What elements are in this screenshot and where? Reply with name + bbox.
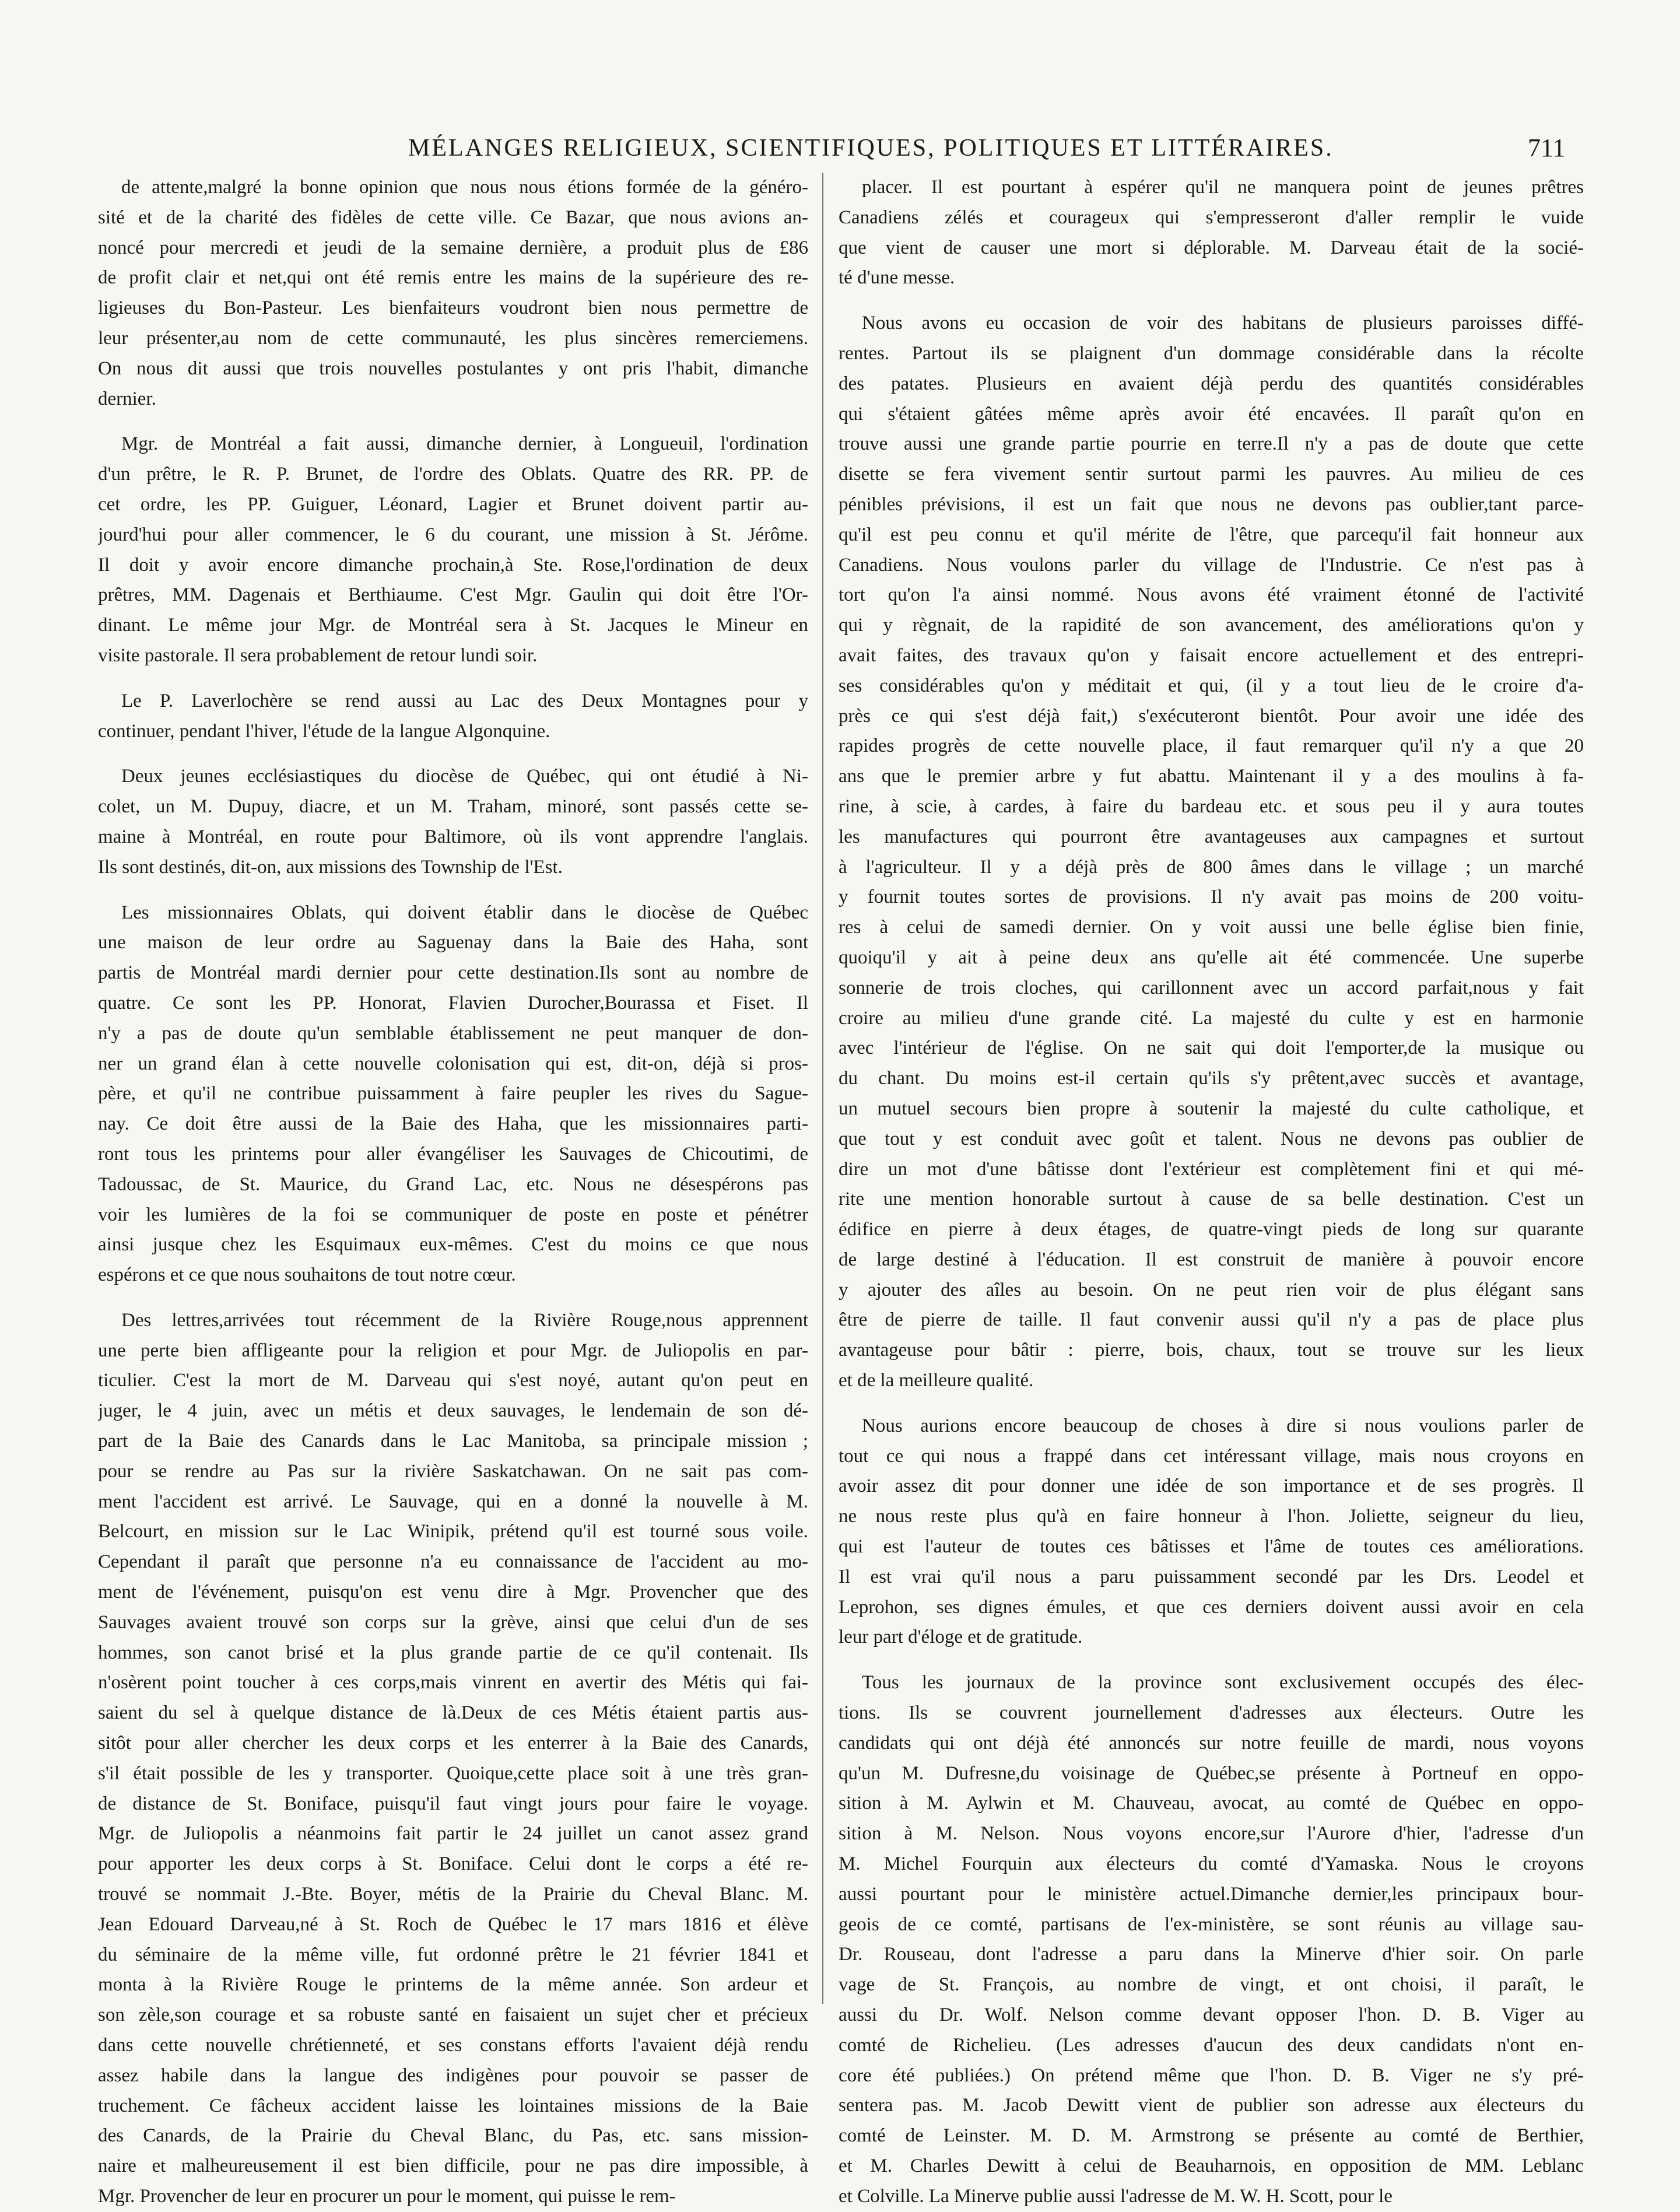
text-line: pour apporter les deux corps à St. Boniface. Celui dont le corps a été re- xyxy=(98,1853,808,1875)
text-line: ment de l'événement, puisqu'on est venu dire à Mgr. Provencher que des xyxy=(98,1582,808,1603)
text-line: s'il était possible de les y transporter. Quoique,cette place soit à une très gran- xyxy=(98,1762,808,1784)
text-line: Le P. Laverlochère se rend aussi au Lac des Deux Montagnes pour y xyxy=(121,690,808,711)
text-line: du séminaire de la même ville, fut ordonné prêtre le 21 février 1841 et xyxy=(98,1944,808,1965)
right-column xyxy=(839,173,1584,2212)
text-line: et de la meilleure qualité. xyxy=(839,1370,1034,1391)
text-line: dans cette nouvelle chrétienneté, et ses constans efforts l'avaient déjà rendu xyxy=(98,2035,808,2056)
text-line: Leprohon, ses dignes émules, et que ces derniers doivent aussi avoir en cela xyxy=(839,1596,1584,1618)
text-line: té d'une messe. xyxy=(839,267,955,289)
text-line: Des lettres,arrivées tout récemment de la Rivière Rouge,nous apprennent xyxy=(121,1309,808,1331)
text-line: Dr. Rouseau, dont l'adresse a paru dans la Minerve d'hier soir. On parle xyxy=(839,1944,1584,1965)
text-line: tout ce qui nous a frappé dans cet intéressant village, mais nous croyons en xyxy=(839,1445,1584,1467)
text-line: colet, un M. Dupuy, diacre, et un M. Traham, minoré, sont passés cette se- xyxy=(98,796,808,818)
page-number: 711 xyxy=(1528,134,1566,162)
text-line: espérons et ce que nous souhaitons de tout notre cœur. xyxy=(98,1264,516,1286)
paragraph xyxy=(98,1306,808,2212)
paragraph xyxy=(839,1411,1584,1653)
text-line: rentes. Partout ils se plaignent d'un dommage considérable dans la récolte xyxy=(839,342,1584,364)
column-divider xyxy=(822,173,823,2004)
text-line: édifice en pierre à deux étages, de quatre-vingt pieds de long sur quarante xyxy=(839,1219,1584,1240)
text-line: et M. Charles Dewitt à celui de Beauharnois, en opposition de MM. Leblanc xyxy=(839,2155,1584,2176)
text-line: Nous avons eu occasion de voir des habitans de plusieurs paroisses diffé- xyxy=(862,313,1584,334)
text-line: ment l'accident est arrivé. Le Sauvage, qui en a donné la nouvelle à M. xyxy=(98,1491,808,1512)
text-line: res à celui de samedi dernier. On y voit aussi une belle église bien finie, xyxy=(839,917,1584,938)
text-line: n'y a pas de doute qu'un semblable établissement ne peut manquer de don- xyxy=(98,1022,808,1044)
text-line: dire un mot d'une bâtisse dont l'extérieur est complètement fini et qui mé- xyxy=(839,1158,1584,1180)
text-line: Jean Edouard Darveau,né à St. Roch de Québec le 17 mars 1816 et élève xyxy=(98,1913,808,1935)
text-line: avait faites, des travaux qu'on y faisait encore actuellement et des entrepri- xyxy=(839,644,1584,666)
text-line: tions. Ils se couvrent journellement d'adresses aux électeurs. Outre les xyxy=(839,1702,1584,1724)
text-line: ne nous reste plus qu'à en faire honneur à l'hon. Joliette, seigneur du lieu, xyxy=(839,1506,1584,1527)
text-line: qui s'étaient gâtées même après avoir été encavées. Il paraît qu'on en xyxy=(839,403,1584,425)
text-line: Belcourt, en mission sur le Lac Winipik, prétend qu'il est tourné sous voile. xyxy=(98,1521,808,1543)
text-line: ans que le premier arbre y fut abattu. Maintenant il y a des moulins à fa- xyxy=(839,766,1584,787)
paragraph xyxy=(98,762,808,882)
text-line: son zèle,son courage et sa robuste santé en faisaient un sujet cher et précieux xyxy=(98,2004,808,2026)
text-line: ront tous les printems pour aller évangéliser les Sauvages de Chicoutimi, de xyxy=(98,1143,808,1165)
text-line: à l'agriculteur. Il y a déjà près de 800 âmes dans le village ; un marché xyxy=(839,856,1584,878)
text-line: rine, à scie, à cardes, à faire du bardeau etc. et sous peu il y aura toutes xyxy=(839,795,1584,817)
text-line: prêtres, MM. Dagenais et Berthiaume. C'est Mgr. Gaulin qui doit être l'Or- xyxy=(98,584,808,606)
text-line: de distance de St. Boniface, puisqu'il faut vingt jours pour faire le voyage. xyxy=(98,1793,808,1814)
text-line: une perte bien affligeante pour la religion et pour Mgr. de Juliopolis en par- xyxy=(98,1340,808,1361)
text-line: Mgr. de Montréal a fait aussi, dimanche dernier, à Longueuil, l'ordination xyxy=(121,433,808,455)
text-line: noncé pour mercredi et jeudi de la semaine dernière, a produit plus de £86 xyxy=(98,237,808,258)
text-line: trouve aussi une grande partie pourrie en terre.Il n'y a pas de doute que cette xyxy=(839,433,1584,455)
text-line: Nous aurions encore beaucoup de choses à dire si nous voulions parler de xyxy=(862,1415,1584,1436)
text-line: que tout y est conduit avec goût et talent. Nous ne devons pas oublier de xyxy=(839,1128,1584,1149)
text-line: père, et qu'il ne contribue puissamment à faire peupler les rives du Sague- xyxy=(98,1083,808,1105)
text-line: Cependant il paraît que personne n'a eu connaissance de l'accident au mo- xyxy=(98,1551,808,1573)
text-line: qu'un M. Dufresne,du voisinage de Québec,se présente à Portneuf en oppo- xyxy=(839,1762,1584,1784)
text-line: quatre. Ce sont les PP. Honorat, Flavien Durocher,Bourassa et Fiset. Il xyxy=(98,992,808,1014)
text-line: juger, le 4 juin, avec un métis et deux sauvages, le lendemain de son dé- xyxy=(98,1400,808,1422)
text-line: M. Michel Fourquin aux électeurs du comté d'Yamaska. Nous le croyons xyxy=(839,1853,1584,1875)
text-line: dernier. xyxy=(98,388,156,409)
text-line: hommes, son canot brisé et la plus grande partie de ce qu'il contenait. Ils xyxy=(98,1642,808,1663)
text-line: dinant. Le même jour Mgr. de Montréal sera à St. Jacques le Mineur en xyxy=(98,615,808,636)
text-line: voir les lumières de la foi se communiquer de poste en poste et pénétrer xyxy=(98,1204,808,1225)
paragraph-gap xyxy=(98,1291,808,1306)
text-line: et Colville. La Minerve publie aussi l'adresse de M. W. H. Scott, pour le xyxy=(839,2185,1393,2207)
text-line: y fournit toutes sortes de provisions. Il n'y avait pas moins de 200 voitu- xyxy=(839,886,1584,908)
text-line: rite une mention honorable surtout à cause de sa belle destination. C'est un xyxy=(839,1189,1584,1210)
text-line: nay. Ce doit être aussi de la Baie des Haha, que les missionnaires parti- xyxy=(98,1113,808,1135)
paragraph-gap xyxy=(98,746,808,762)
text-line: qu'il est peu connu et qu'il mérite de l'être, que parcequ'il fait honneur aux xyxy=(839,524,1584,545)
text-line: être de pierre de taille. Il faut convenir aussi qu'il n'y a pas de place plus xyxy=(839,1309,1584,1331)
text-line: assez habile dans la langue des indigènes pour pouvoir se passer de xyxy=(98,2064,808,2086)
text-line: avec l'intérieur de l'église. On ne sait qui doit l'emporter,de la musique ou xyxy=(839,1037,1584,1059)
text-line: Les missionnaires Oblats, qui doivent établir dans le diocèse de Québec xyxy=(121,902,808,923)
text-line: ner un grand élan à cette nouvelle colonisation qui est, dit-on, déjà si pros- xyxy=(98,1053,808,1074)
text-line: sité et de la charité des fidèles de cette ville. Ce Bazar, que nous avions an- xyxy=(98,206,808,228)
text-line: monta à la Rivière Rouge le printems de la même année. Son ardeur et xyxy=(98,1974,808,1996)
text-line: quoiqu'il y ait à peine deux ans qu'elle ait été commencée. Une superbe xyxy=(839,947,1584,968)
text-line: leur part d'éloge et de gratitude. xyxy=(839,1626,1083,1648)
paragraph xyxy=(839,1668,1584,2211)
text-line: de attente,malgré la bonne opinion que nous nous étions formée de la généro- xyxy=(121,177,808,198)
text-line: Canadiens. Nous voulons parler du village de l'Industrie. Ce n'est pas à xyxy=(839,554,1584,576)
text-line: n'osèrent point toucher à ces corps,mais vinrent en avertir des Métis qui fai- xyxy=(98,1672,808,1694)
text-line: une maison de leur ordre au Saguenay dans la Baie des Haha, sont xyxy=(98,932,808,953)
text-line: qui est l'auteur de toutes ces bâtisses et l'âme de toutes ces améliorations. xyxy=(839,1536,1584,1558)
text-line: geois de ce comté, partisans de l'ex-ministère, se sont réunis au village sau- xyxy=(839,1913,1584,1935)
text-line: de profit clair et net,qui ont été remis entre les mains de la supérieure des re- xyxy=(98,267,808,289)
text-line: Canadiens zélés et courageux qui s'empresseront d'aller remplir le vuide xyxy=(839,206,1584,228)
left-column xyxy=(98,173,808,2212)
paragraph xyxy=(839,309,1584,1396)
text-line: avoir assez dit pour donner une idée de son importance et de ses progrès. Il xyxy=(839,1475,1584,1497)
text-line: croire au milieu d'une grande cité. La majesté du culte y est en harmonie xyxy=(839,1007,1584,1029)
text-line: sentera pas. M. Jacob Dewitt vient de publier son adresse aux électeurs du xyxy=(839,2095,1584,2116)
text-line: leur présenter,au nom de cette communauté, les plus sincères remerciemens. xyxy=(98,327,808,349)
text-line: comté de Leinster. M. D. M. Armstrong se présente au comté de Berthier, xyxy=(839,2125,1584,2147)
text-line: saient du sel à quelque distance de là.Deux de ces Métis étaient partis aus- xyxy=(98,1702,808,1724)
paragraph-gap xyxy=(839,1396,1584,1411)
text-line: des patates. Plusieurs en avaient déjà perdu des quantités considérables xyxy=(839,373,1584,394)
text-line: Deux jeunes ecclésiastiques du diocèse de Québec, qui ont étudié à Ni- xyxy=(121,766,808,787)
text-line: Mgr. Provencher de leur en procurer un pour le moment, qui puisse le rem- xyxy=(98,2186,676,2207)
paragraph xyxy=(98,898,808,1291)
text-line: ticulier. C'est la mort de M. Darveau qui s'est noyé, autant qu'on peut en xyxy=(98,1370,808,1391)
text-line: truchement. Ce fâcheux accident laisse les lointaines missions de la Baie xyxy=(98,2095,808,2116)
text-line: ainsi jusque chez les Esquimaux eux-mêmes. C'est du moins ce que nous xyxy=(98,1234,808,1256)
text-line: ligieuses du Bon-Pasteur. Les bienfaiteurs voudront bien nous permettre de xyxy=(98,297,808,319)
text-line: y ajouter des aîles au besoin. On ne peut rien voir de plus élégant sans xyxy=(839,1279,1584,1300)
text-line: On nous dit aussi que trois nouvelles postulantes y ont pris l'habit, dimanche xyxy=(98,357,808,379)
text-line: trouvé se nommait J.-Bte. Boyer, métis de la Prairie du Cheval Blanc. M. xyxy=(98,1884,808,1905)
text-line: placer. Il est pourtant à espérer qu'il ne manquera point de jeunes prêtres xyxy=(862,177,1584,198)
text-line: jourd'hui pour aller commencer, le 6 du courant, une mission à St. Jérôme. xyxy=(98,524,808,545)
running-header: MÉLANGES RELIGIEUX, SCIENTIFIQUES, POLITIQUES ET LITTÉRAIRES. xyxy=(408,135,1334,162)
text-line: des Canards, de la Prairie du Cheval Blanc, du Pas, etc. sans mission- xyxy=(98,2125,808,2147)
paragraph-gap xyxy=(98,671,808,686)
text-line: Ils sont destinés, dit-on, aux missions des Township de l'Est. xyxy=(98,856,563,878)
text-line: sitôt pour aller chercher les deux corps et les enterrer à la Baie des Canards, xyxy=(98,1733,808,1754)
text-line: sonnerie de trois cloches, qui carillonnent avec un accord parfait,nous y fait xyxy=(839,977,1584,998)
text-line: sition à M. Nelson. Nous voyons encore,sur l'Aurore d'hier, l'adresse d'un xyxy=(839,1823,1584,1845)
text-line: aussi du Dr. Wolf. Nelson comme devant opposer l'hon. D. B. Viger au xyxy=(839,2004,1584,2026)
text-line: d'un prêtre, le R. P. Brunet, de l'ordre des Oblats. Quatre des RR. PP. de xyxy=(98,464,808,485)
text-line: part de la Baie des Canards dans le Lac Manitoba, sa principale mission ; xyxy=(98,1431,808,1452)
text-line: pour se rendre au Pas sur la rivière Saskatchawan. On ne sait pas com- xyxy=(98,1460,808,1482)
paragraph xyxy=(839,173,1584,293)
text-line: avantageuse pour bâtir : pierre, bois, chaux, tout se trouve sur les lieux xyxy=(839,1340,1584,1361)
text-line: rapides progrès de cette nouvelle place, il faut remarquer qu'il n'y a que 20 xyxy=(839,735,1584,757)
text-line: Il doit y avoir encore dimanche prochain,à Ste. Rose,l'ordination de deux xyxy=(98,554,808,576)
text-line: candidats qui ont déjà été annoncés sur notre feuille de mardi, nous voyons xyxy=(839,1732,1584,1754)
text-line: core été publiées.) On prétend même que l'hon. D. B. Viger ne s'y pré- xyxy=(839,2064,1584,2086)
text-line: près ce qui s'est déjà fait,) s'exécuteront bientôt. Pour avoir une idée des xyxy=(839,705,1584,727)
text-line: cet ordre, les PP. Guiguer, Léonard, Lagier et Brunet doivent partir au- xyxy=(98,493,808,515)
text-line: aussi pourtant pour le ministère actuel.Dimanche dernier,les principaux bour- xyxy=(839,1883,1584,1905)
text-line: visite pastorale. Il sera probablement de retour lundi soir. xyxy=(98,644,538,666)
text-line: disette se fera vivement sentir surtout parmi les pauvres. Au milieu de ces xyxy=(839,464,1584,485)
text-line: pénibles prévisions, il est un fait que nous ne devons pas oublier,tant parce- xyxy=(839,493,1584,515)
text-line: comté de Richelieu. (Les adresses d'aucun des deux candidats n'ont en- xyxy=(839,2034,1584,2056)
text-line: de large destiné à l'éducation. Il est construit de manière à pouvoir encore xyxy=(839,1249,1584,1270)
text-line: Mgr. de Juliopolis a néanmoins fait partir le 24 juillet un canot assez grand xyxy=(98,1823,808,1845)
text-line: qui y règnait, de la rapidité de son avancement, des améliorations qu'on y xyxy=(839,615,1584,636)
text-line: continuer, pendant l'hiver, l'étude de la langue Algonquine. xyxy=(98,720,550,742)
text-line: ses considérables qu'on y méditait et qui, (il y a tout lieu de le croire d'a- xyxy=(839,675,1584,696)
text-line: partis de Montréal mardi dernier pour cette destination.Ils sont au nombre de xyxy=(98,962,808,984)
text-line: Tadoussac, de St. Maurice, du Grand Lac, etc. Nous ne désespérons pas xyxy=(98,1173,808,1195)
text-line: Tous les journaux de la province sont exclusivement occupés des élec- xyxy=(862,1672,1584,1694)
paragraph xyxy=(98,173,808,414)
text-line: sition à M. Aylwin et M. Chauveau, avocat, au comté de Québec en oppo- xyxy=(839,1793,1584,1814)
text-line: naire et malheureusement il est bien difficile, pour ne pas dire impossible, à xyxy=(98,2155,808,2177)
paragraph-gap xyxy=(839,293,1584,309)
text-line: que vient de causer une mort si déplorable. M. Darveau était de la socié- xyxy=(839,237,1584,258)
text-line: un mutuel secours bien propre à soutenir la majesté du culte catholique, et xyxy=(839,1098,1584,1119)
text-line: du chant. Du moins est-il certain qu'ils s'y prêtent,avec succès et avantage, xyxy=(839,1068,1584,1089)
text-line: tort qu'on l'a ainsi nommé. Nous avons été vraiment étonné de l'activité xyxy=(839,584,1584,606)
paragraph-gap xyxy=(98,414,808,429)
paragraph-gap xyxy=(839,1653,1584,1668)
paragraph xyxy=(98,429,808,671)
paragraph xyxy=(98,686,808,747)
paragraph-gap xyxy=(98,883,808,898)
text-line: Il est vrai qu'il nous a paru puissamment secondé par les Drs. Leodel et xyxy=(839,1566,1584,1587)
text-line: maine à Montréal, en route pour Baltimore, où ils vont apprendre l'anglais. xyxy=(98,826,808,847)
text-line: vage de St. François, au nombre de vingt, et ont choisi, il paraît, le xyxy=(839,1974,1584,1996)
text-line: les manufactures qui pourront être avantageuses aux campagnes et surtout xyxy=(839,826,1584,847)
text-line: Sauvages avaient trouvé son corps sur la grève, ainsi que celui d'un de ses xyxy=(98,1611,808,1633)
